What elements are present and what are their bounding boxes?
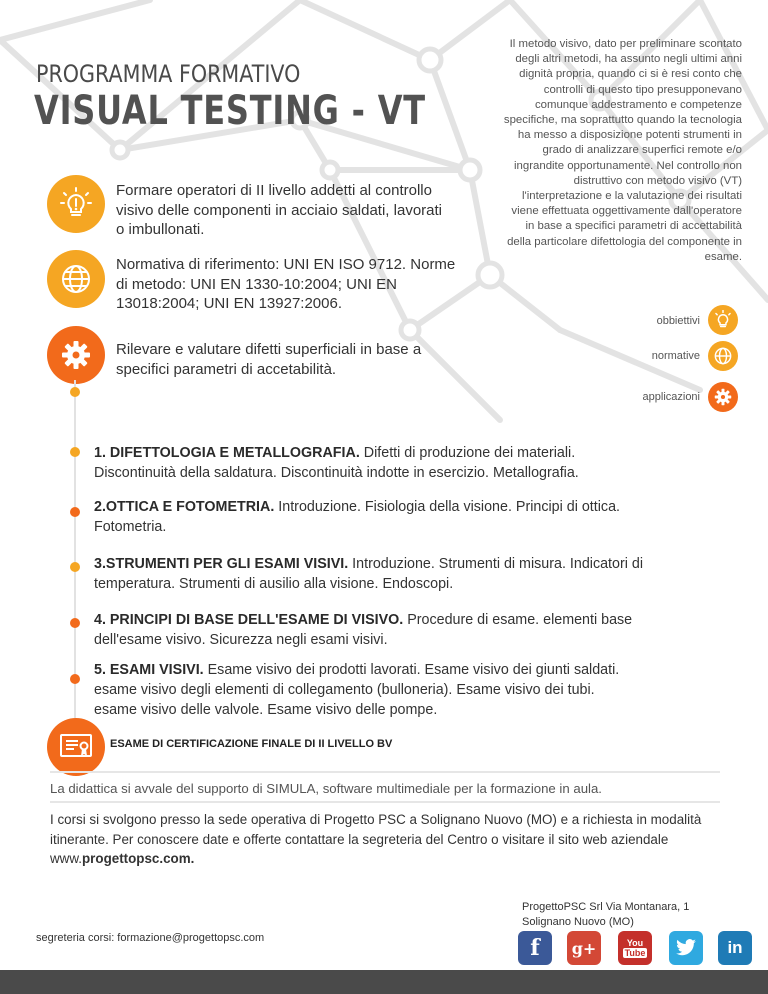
company-address xyxy=(522,900,689,930)
website-link[interactable]: progettopsc.com. xyxy=(82,851,195,866)
module-item-5 xyxy=(94,660,634,720)
certification-label: ESAME DI CERTIFICAZIONE FINALE DI II LIVELLO BV xyxy=(110,738,393,750)
legend-objectives-label: obbiettivi xyxy=(656,315,700,327)
twitter-icon[interactable] xyxy=(669,931,703,965)
legend-normative-label: normative xyxy=(651,350,700,362)
address-line-2: Solignano Nuovo (MO) xyxy=(522,916,634,928)
legend-normative-badge xyxy=(708,341,738,371)
module-description: Introduzione. Strumenti di misura. Indicatori di temperatura. Strumenti di ausilio alla visione. Endoscopi. xyxy=(94,556,644,592)
timeline-dot xyxy=(70,562,80,572)
legend-objectives-badge xyxy=(708,305,738,335)
timeline-dot xyxy=(70,447,80,457)
info-paragraph xyxy=(50,810,740,869)
facebook-icon[interactable] xyxy=(518,931,552,965)
legend-applications-label: applicazioni xyxy=(642,391,700,403)
divider xyxy=(50,771,720,773)
module-title: 5. ESAMI VISIVI. xyxy=(94,662,204,678)
page-title: VISUAL TESTING - VT xyxy=(34,88,426,134)
legend-applications-badge xyxy=(708,382,738,412)
timeline-line xyxy=(74,380,76,720)
objectives-text: Formare operatori di II livello addetti al controllo visivo delle componenti in acciaio saldati, lavorati o imbullonati. xyxy=(116,182,443,238)
lightbulb-icon xyxy=(713,310,733,330)
divider xyxy=(50,801,720,803)
module-item-4 xyxy=(94,610,654,650)
module-description: Introduzione. Fisiologia della visione. Principi di ottica. Fotometria. xyxy=(94,499,620,535)
module-item-1 xyxy=(94,443,654,483)
module-item-3 xyxy=(94,554,654,594)
contact-email[interactable]: segreteria corsi: formazione@progettopsc.com xyxy=(36,932,265,944)
globe-icon xyxy=(59,262,93,296)
normative-badge xyxy=(47,250,105,308)
module-title: 4. PRINCIPI DI BASE DELL'ESAME DI VISIVO. xyxy=(94,612,404,628)
certificate-icon xyxy=(58,732,94,762)
timeline-dot xyxy=(70,618,80,628)
footer-bar xyxy=(0,970,768,994)
youtube-label-top: You xyxy=(626,938,644,948)
gear-icon xyxy=(59,338,93,372)
module-description: Esame visivo dei prodotti lavorati. Esame visivo dei giunti saldati. esame visivo degli elementi di collegamento (bulloneria). Esame visivo dei tubi. esame visivo delle valvole. Esame visivo delle pompe. xyxy=(94,662,620,718)
module-description: Difetti di produzione dei materiali. Discontinuità della saldatura. Discontinuità indotte in esercizio. Metallografia. xyxy=(94,445,579,481)
didactic-note: La didattica si avvale del supporto di SIMULA, software multimediale per la formazione in aula. xyxy=(50,781,602,796)
intro-paragraph: Il metodo visivo, dato per preliminare scontato degli altri metodi, ha assunto negli ultimi anni dignità propria, quando ci si è resi conto che controlli di questo tipo presupponevano comunque addestramento e competenze specifiche, ma soprattutto quando la tecnologia ha messo a disposizione potenti strumenti in grado di analizzare superfici remote e/o ingrandite opportunamente. Nel controllo non distruttivo con metodo visivo (VT) l'interpretazione e la valutazione dei risultati viene effettuata oggettivamente dall'operatore in base a specifici parametri di accettabilità della particolare difettologia del componente in esame. xyxy=(503,38,742,263)
gear-icon xyxy=(713,387,733,407)
module-item-2 xyxy=(94,497,654,537)
module-title: 2.OTTICA E FOTOMETRIA. xyxy=(94,499,275,515)
module-description: Procedure di esame. elementi base dell'esame visivo. Sicurezza negli esami visivi. xyxy=(94,612,633,648)
program-label: PROGRAMMA FORMATIVO xyxy=(36,60,301,88)
timeline-dot xyxy=(70,507,80,517)
youtube-label-bottom: Tube xyxy=(624,948,646,958)
normative-text: Normativa di riferimento: UNI EN ISO 9712. Norme di metodo: UNI EN 1330-10:2004; UNI EN 13018:2004; UNI EN 13927:2006. xyxy=(116,256,456,312)
module-title: 3.STRUMENTI PER GLI ESAMI VISIVI. xyxy=(94,556,349,572)
timeline-dot xyxy=(70,387,80,397)
globe-icon xyxy=(713,346,733,366)
google-plus-icon[interactable] xyxy=(567,931,601,965)
timeline-dot xyxy=(70,674,80,684)
applications-text: Rilevare e valutare difetti superficiali in base a specifici parametri di accetabilità. xyxy=(116,341,422,378)
lightbulb-icon xyxy=(59,187,93,221)
twitter-bird-glyph xyxy=(675,939,697,957)
facebook-label: f xyxy=(530,935,540,961)
google-plus-label: g+ xyxy=(571,938,597,958)
address-line-1: ProgettoPSC Srl Via Montanara, 1 xyxy=(522,901,690,913)
objectives-badge xyxy=(47,175,105,233)
info-text: I corsi si svolgono presso la sede operativa di Progetto PSC a Solignano Nuovo (MO) e a richiesta in modalità itinerante. Per conoscere date e offerte contattare la segreteria del Centro o visitare il sito web aziendale www. xyxy=(50,812,702,866)
youtube-icon[interactable] xyxy=(618,931,652,965)
linkedin-icon[interactable] xyxy=(718,931,752,965)
certification-badge xyxy=(47,718,105,776)
applications-badge xyxy=(47,326,105,384)
module-title: 1. DIFETTOLOGIA E METALLOGRAFIA. xyxy=(94,445,360,461)
linkedin-label: in xyxy=(727,938,743,957)
